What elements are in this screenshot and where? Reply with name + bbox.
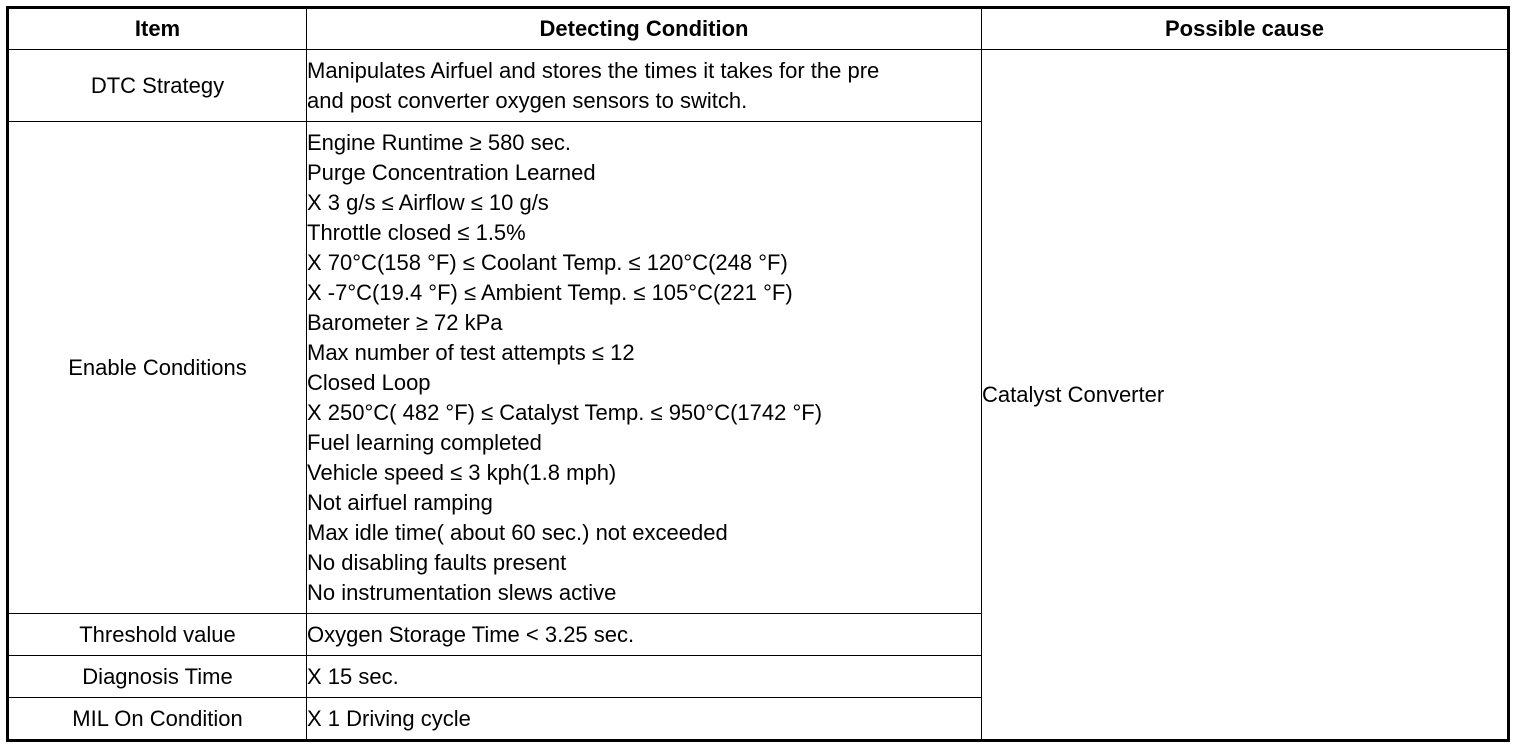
condition-line: Max number of test attempts ≤ 12 [307, 339, 635, 365]
header-row [8, 8, 1509, 50]
condition-diagnosis-time [307, 656, 982, 698]
condition-enable-conditions [307, 122, 982, 614]
item-threshold-value: Threshold value [8, 614, 307, 656]
condition-line: X 250°C( 482 °F) ≤ Catalyst Temp. ≤ 950°C(1742 °F) [307, 399, 823, 425]
condition-line: No disabling faults present [307, 549, 567, 575]
item-dtc-strategy: DTC Strategy [8, 50, 307, 122]
header-item: Item [8, 8, 307, 50]
condition-line: X 70°C(158 °F) ≤ Coolant Temp. ≤ 120°C(248 °F) [307, 249, 788, 275]
dtc-spec-table [6, 6, 1510, 742]
condition-dtc-strategy [307, 50, 982, 122]
condition-line: Barometer ≥ 72 kPa [307, 309, 503, 335]
header-possible-cause: Possible cause [982, 8, 1509, 50]
condition-line: Not airfuel ramping [307, 489, 493, 515]
condition-line: Fuel learning completed [307, 429, 542, 455]
condition-line: Throttle closed ≤ 1.5% [307, 219, 526, 245]
condition-line: Engine Runtime ≥ 580 sec. [307, 129, 571, 155]
condition-line: and post converter oxygen sensors to switch. [307, 87, 748, 113]
condition-line: Closed Loop [307, 369, 431, 395]
item-diagnosis-time: Diagnosis Time [8, 656, 307, 698]
condition-line: Oxygen Storage Time < 3.25 sec. [307, 621, 635, 647]
condition-line: Manipulates Airfuel and stores the times it takes for the pre [307, 57, 880, 83]
condition-line: Vehicle speed ≤ 3 kph(1.8 mph) [307, 459, 617, 485]
condition-line: X 15 sec. [307, 663, 399, 689]
condition-threshold-value [307, 614, 982, 656]
possible-cause: Catalyst Converter [982, 50, 1509, 741]
condition-mil-on-condition [307, 698, 982, 741]
condition-line: X 3 g/s ≤ Airflow ≤ 10 g/s [307, 189, 549, 215]
table-row [8, 50, 1509, 122]
condition-line: Max idle time( about 60 sec.) not exceeded [307, 519, 728, 545]
item-mil-on-condition: MIL On Condition [8, 698, 307, 741]
item-enable-conditions: Enable Conditions [8, 122, 307, 614]
header-detecting-condition: Detecting Condition [307, 8, 982, 50]
condition-line: No instrumentation slews active [307, 579, 617, 605]
condition-line: X 1 Driving cycle [307, 705, 471, 731]
condition-line: Purge Concentration Learned [307, 159, 596, 185]
condition-line: X -7°C(19.4 °F) ≤ Ambient Temp. ≤ 105°C(221 °F) [307, 279, 793, 305]
